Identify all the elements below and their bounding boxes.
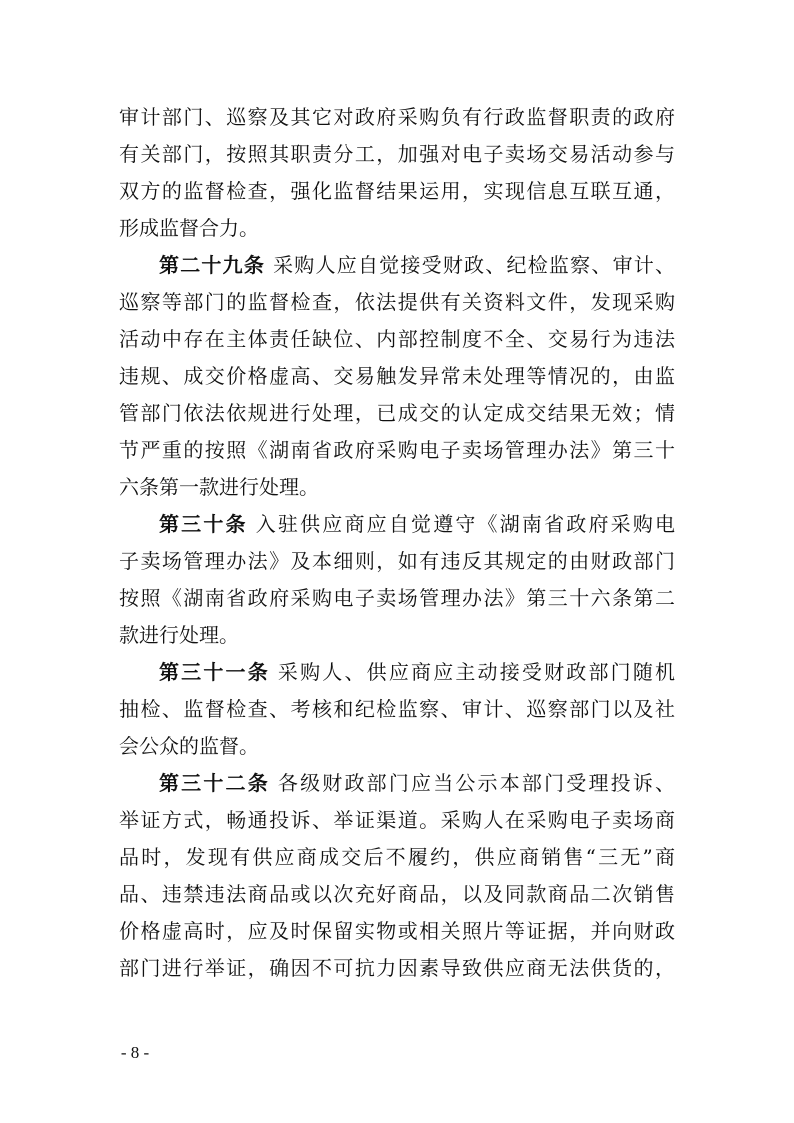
article-29 bbox=[119, 247, 675, 506]
article-text: 采购人应自觉接受财政、纪检监察、审计、 bbox=[273, 253, 676, 277]
text-line: 有关部门，按照其职责分工，加强对电子卖场交易活动参与 bbox=[119, 142, 675, 166]
text-line bbox=[119, 765, 675, 802]
article-32 bbox=[119, 765, 675, 987]
text-line: 品、违禁违法商品或以次充好商品，以及同款商品二次销售 bbox=[119, 882, 675, 906]
text-line: 会公众的监督。 bbox=[119, 734, 259, 758]
text-line bbox=[119, 506, 675, 543]
text-line: 六条第一款进行处理。 bbox=[119, 475, 319, 499]
page-number: - 8 - bbox=[120, 1043, 150, 1062]
text-line: 抽检、监督检查、考核和纪检监察、审计、巡察部门以及社 bbox=[119, 697, 675, 721]
article-heading: 第二十九条 bbox=[159, 253, 266, 277]
paragraph-continuation bbox=[119, 99, 675, 247]
text-line: 管部门依法依规进行处理，已成交的认定成交结果无效；情 bbox=[119, 401, 675, 425]
text-line: 款进行处理。 bbox=[119, 623, 239, 647]
article-text: 入驻供应商应自觉遵守《湖南省政府采购电 bbox=[255, 512, 676, 536]
text-line: 子卖场管理办法》及本细则，如有违反其规定的由财政部门 bbox=[119, 549, 675, 573]
article-heading: 第三十二条 bbox=[159, 771, 270, 795]
text-line: 双方的监督检查，强化监督结果运用，实现信息互联互通， bbox=[119, 179, 675, 203]
text-line: 违规、成交价格虚高、交易触发异常未处理等情况的，由监 bbox=[119, 364, 675, 388]
article-text: 采购人、供应商应主动接受财政部门随机 bbox=[277, 660, 676, 684]
text-line: 品时，发现有供应商成交后不履约，供应商销售“三无”商 bbox=[119, 845, 675, 869]
article-text: 各级财政部门应当公示本部门受理投诉、 bbox=[277, 771, 676, 795]
document-body bbox=[119, 99, 675, 987]
article-heading: 第三十条 bbox=[159, 512, 248, 536]
text-line: 举证方式，畅通投诉、举证渠道。采购人在采购电子卖场商 bbox=[119, 808, 675, 832]
text-line: 价格虚高时，应及时保留实物或相关照片等证据，并向财政 bbox=[119, 919, 675, 943]
text-line bbox=[119, 654, 675, 691]
text-line: 巡察等部门的监督检查，依法提供有关资料文件，发现采购 bbox=[119, 290, 675, 314]
text-line: 活动中存在主体责任缺位、内部控制度不全、交易行为违法 bbox=[119, 327, 675, 351]
article-heading: 第三十一条 bbox=[159, 660, 270, 684]
article-31 bbox=[119, 654, 675, 765]
text-line: 审计部门、巡察及其它对政府采购负有行政监督职责的政府 bbox=[119, 105, 675, 129]
text-line: 形成监督合力。 bbox=[119, 216, 259, 240]
text-line: 节严重的按照《湖南省政府采购电子卖场管理办法》第三十 bbox=[119, 438, 675, 462]
article-30 bbox=[119, 506, 675, 654]
text-line: 部门进行举证，确因不可抗力因素导致供应商无法供货的， bbox=[119, 956, 675, 980]
text-line bbox=[119, 247, 675, 284]
text-line: 按照《湖南省政府采购电子卖场管理办法》第三十六条第二 bbox=[119, 586, 675, 610]
